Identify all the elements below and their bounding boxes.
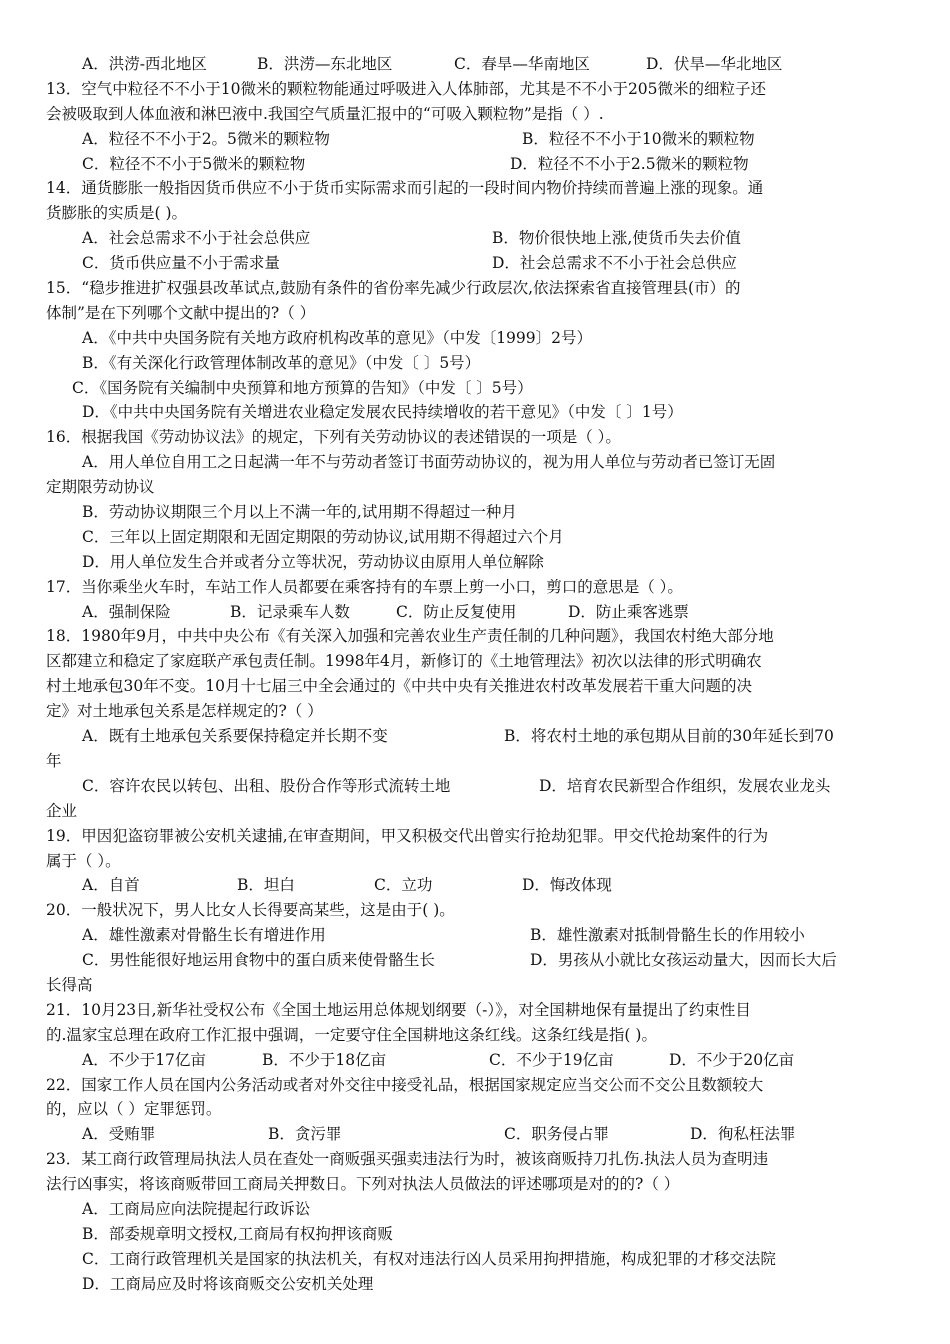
q20-option-b: B．雄性激素对抵制骨骼生长的作用较小 (530, 926, 805, 945)
q19-text-line-1: 19．甲因犯盗窃罪被公安机关逮捕,在审查期间，甲又积极交代出曾实行抢劫犯罪。甲交代抢劫案件的行为 (46, 826, 769, 845)
q20-option-c: C．男性能很好地运用食物中的蛋白质来使骨骼生长 (82, 951, 435, 970)
q16-option-d: D．用人单位发生合并或者分立等状况，劳动协议由原用人单位解除 (82, 552, 544, 571)
q18-option-d: D．培育农民新型合作组织，发展农业龙头 (539, 776, 831, 795)
q18-text-line-2: 区都建立和稳定了家庭联产承包责任制。1998年4月，新修订的《土地管理法》初次以法律的形式明确农 (46, 652, 762, 671)
q22-options (46, 1122, 906, 1147)
q21-text-line-1: 21．10月23日,新华社受权公布《全国土地运用总体规划纲要（-）》，对全国耕地保有量提出了约束性目 (46, 1000, 751, 1019)
q22-text-line-2: 的，应以（ ）定罪惩罚。 (46, 1100, 222, 1119)
q18-option-a: A．既有土地承包关系要保持稳定并长期不变 (82, 727, 388, 746)
q18-text-line-1: 18．1980年9月，中共中央公布《有关深入加强和完善农业生产责任制的几种问题》，我国农村绝大部分地 (46, 627, 774, 646)
q23-text-line-1: 23．某工商行政管理局执法人员在查处一商贩强买强卖违法行为时，被该商贩持刀扎伤.执法人员为查明违 (46, 1150, 769, 1169)
q20-option-d: D．男孩从小就比女孩运动量大，因而长大后 (530, 951, 837, 970)
q19-option-a: A．自首 (82, 876, 140, 895)
q18-option-b: B．将农村土地的承包期从目前的30年延长到70 (504, 727, 834, 746)
q19-text-line-2: 属于（ ）。 (46, 851, 121, 870)
q20-text-line-1: 20．一般状况下，男人比女人长得要高某些，这是由于( )。 (46, 901, 455, 920)
q16-option-b: B．劳动协议期限三个月以上不满一年的,试用期不得超过一种月 (82, 503, 517, 522)
q19-options (46, 873, 906, 898)
q13-option-c: C．粒径不不小于5微米的颗粒物 (82, 154, 306, 173)
q23-text-line-2: 法行凶事实，将该商贩带回工商局关押数日。下列对执法人员做法的评述哪项是对的的?（ ） (46, 1175, 680, 1194)
q12-options (46, 52, 906, 77)
q15-option-c: C．《国务院有关编制中央预算和地方预算的告知》（中发〔 〕5号） (72, 378, 533, 397)
q14-options-row-2 (46, 251, 906, 276)
q20-options-row-1 (46, 923, 906, 948)
q16-text-line-1: 16．根据我国《劳动协议法》的规定，下列有关劳动协议的表述错误的一项是（ ）。 (46, 428, 621, 447)
q23-option-c: C．工商行政管理机关是国家的执法机关，有权对违法行凶人员采用拘押措施，构成犯罪的才移交法院 (82, 1249, 776, 1268)
q18-option-c: C．容许农民以转包、出租、股份合作等形式流转土地 (82, 776, 451, 795)
q17-option-d: D．防止乘客逃票 (568, 602, 689, 621)
exam-page (46, 52, 906, 1297)
q16-option-a: A．用人单位自用工之日起满一年不与劳动者签订书面劳动协议的，视为用人单位与劳动者已签订无固 (82, 453, 776, 472)
q13-option-a: A．粒径不不小于2。5微米的颗粒物 (82, 129, 330, 148)
q18-options-row-2 (46, 774, 906, 799)
q21-options (46, 1048, 906, 1073)
q17-text-line-1: 17．当你乘坐火车时，车站工作人员都要在乘客持有的车票上剪一小口，剪口的意思是（ ）。 (46, 577, 683, 596)
q21-option-b: B．不少于18亿亩 (262, 1050, 387, 1069)
q20-option-d-cont: 长得高 (46, 975, 93, 994)
q22-text-line-1: 22．国家工作人员在国内公务活动或者对外交往中接受礼品，根据国家规定应当交公而不交公且数额较大 (46, 1075, 764, 1094)
q19-option-c: C．立功 (374, 876, 433, 895)
q18-option-d-cont: 企业 (46, 801, 78, 820)
q16-option-c: C．三年以上固定期限和无固定期限的劳动协议,试用期不得超过六个月 (82, 527, 564, 546)
q14-option-a: A．社会总需求不小于社会总供应 (82, 229, 311, 248)
q12-option-d: D．伏旱—华北地区 (646, 55, 783, 73)
q14-option-b: B．物价很快地上涨,使货币失去价值 (492, 229, 741, 248)
q22-option-b: B．贪污罪 (268, 1125, 342, 1144)
q17-option-b: B．记录乘车人数 (230, 602, 350, 621)
q12-option-a: A．洪涝-西北地区 (82, 55, 207, 73)
q21-text-line-2: 的.温家宝总理在政府工作汇报中强调，一定要守住全国耕地这条红线。这条红线是指( )。 (46, 1025, 657, 1044)
q21-option-c: C．不少于19亿亩 (489, 1050, 614, 1069)
q13-options-row-2 (46, 152, 906, 177)
q22-option-c: C．职务侵占罪 (504, 1125, 609, 1144)
q18-text-line-4: 定》对土地承包关系是怎样规定的?（ ） (46, 702, 323, 721)
q18-text-line-3: 村土地承包30年不变。10月十七届三中全会通过的《中共中央有关推进农村改革发展若干重大问题的决 (46, 677, 752, 696)
q21-option-a: A．不少于17亿亩 (82, 1050, 206, 1069)
q13-options-row-1 (46, 127, 906, 152)
q16-option-a-cont: 定期限劳动协议 (46, 478, 155, 497)
q18-option-b-cont: 年 (46, 751, 62, 770)
q20-option-a: A．雄性激素对骨骼生长有增进作用 (82, 926, 326, 945)
q13-text-line-1: 13．空气中粒径不不小于10微米的颗粒物能通过呼吸进入人体肺部，尤其是不不小于205微米的细粒子还 (46, 79, 767, 98)
q23-option-d: D．工商局应及时将该商贩交公安机关处理 (82, 1274, 374, 1293)
q17-option-a: A．强制保险 (82, 602, 171, 621)
q15-text-line-1: 15．“稳步推进扩权强县改革试点,鼓励有条件的省份率先减少行政层次,依法探索省直接管理县(市）的 (46, 279, 741, 298)
q15-option-d: D．《中共中央国务院有关增进农业稳定发展农民持续增收的若干意见》（中发〔 〕1号） (82, 403, 683, 422)
q14-option-d: D．社会总需求不不小于社会总供应 (492, 254, 737, 273)
q12-option-b: B．洪涝—东北地区 (257, 55, 393, 73)
q14-text-line-1: 14．通货膨胀一般指因货币供应不小于货币实际需求而引起的一段时间内物价持续而普遍上涨的现象。通 (46, 179, 764, 198)
q18-options-row-1 (46, 724, 906, 749)
q14-option-c: C．货币供应量不小于需求量 (82, 254, 280, 273)
q23-option-b: B．部委规章明文授权,工商局有权拘押该商贩 (82, 1224, 393, 1243)
q20-options-row-2 (46, 948, 906, 973)
q15-text-line-2: 体制”是在下列哪个文献中提出的?（ ） (46, 303, 316, 322)
q21-option-d: D．不少于20亿亩 (669, 1050, 795, 1069)
q13-text-line-2: 会被吸取到人体血液和淋巴液中.我国空气质量汇报中的“可吸入颗粒物”是指（ ）. (46, 104, 604, 123)
q22-option-d: D．徇私枉法罪 (690, 1125, 796, 1144)
q13-option-b: B．粒径不不小于10微米的颗粒物 (522, 129, 755, 148)
q23-option-a: A．工商局应向法院提起行政诉讼 (82, 1199, 311, 1218)
q14-options-row-1 (46, 226, 906, 251)
q17-options (46, 600, 906, 625)
q15-option-b: B．《有关深化行政管理体制改革的意见》（中发〔 〕5号） (82, 353, 481, 372)
q13-option-d: D．粒径不不小于2.5微米的颗粒物 (510, 154, 749, 173)
q17-option-c: C．防止反复使用 (396, 602, 517, 621)
q19-option-b: B．坦白 (237, 876, 295, 895)
q15-option-a: A．《中共中央国务院有关地方政府机构改革的意见》（中发〔1999〕2号） (82, 328, 593, 347)
q19-option-d: D．悔改体现 (522, 876, 612, 895)
q14-text-line-2: 货膨胀的实质是( )。 (46, 204, 188, 223)
q12-option-c: C．春旱—华南地区 (454, 55, 590, 73)
q22-option-a: A．受贿罪 (82, 1125, 156, 1144)
